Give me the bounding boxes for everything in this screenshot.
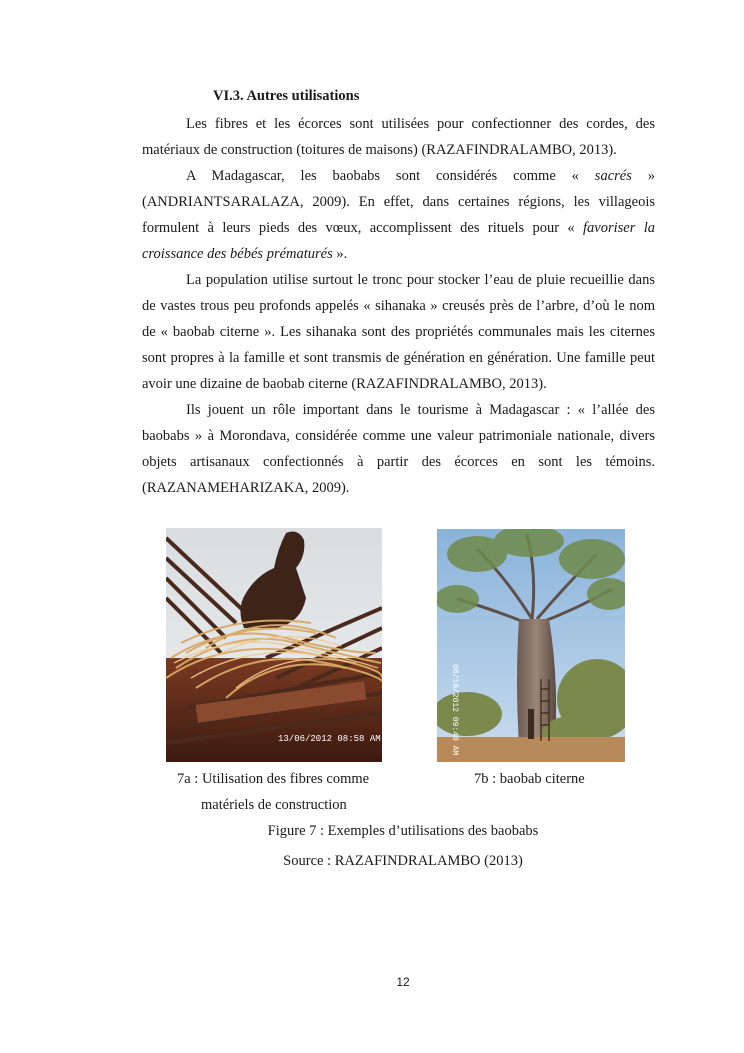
- body-text: [142, 111, 655, 501]
- photo-fibres-roofing-image: [166, 528, 382, 762]
- caption-7b: 7b : baobab citerne: [474, 771, 585, 787]
- caption-7a-line2: matériels de construction: [201, 797, 347, 813]
- figure-title: Figure 7 : Exemples d’utilisations des baobabs: [267, 823, 539, 839]
- paragraph-sacred-text-2: » (ANDRIANTSARALAZA, 2009). En effet, dans certaines régions, les villageois formulent à leurs pieds des vœux, accomplissent des rituels pour «: [142, 168, 655, 236]
- paragraph-sacred-italic-2: favoriser la croissance des bébés prématurés: [142, 220, 655, 262]
- paragraph-tourism: Ils jouent un rôle important dans le tourisme à Madagascar : « l’allée des baobabs » à Morondava, considérée comme une valeur patrimoniale nationale, divers objets artisanaux confectionnés à partir des écorces en sont les témoins. (RAZANAMEHARIZAKA, 2009).: [142, 402, 655, 496]
- paragraph-cistern: La population utilise surtout le tronc pour stocker l’eau de pluie recueillie dans de vastes trous peu profonds appelés « sihanaka » creusés près de l’arbre, d’où le nom de « baobab citerne ». Les sihanaka sont des propriétés communales mais les citernes sont propres à la famille et sont transmis de génération en génération. Une famille peut avoir une dizaine de baobab citerne (RAZAFINDRALAMBO, 2013).: [142, 272, 655, 392]
- paragraph-sacred-text-1: A Madagascar, les baobabs sont considérés comme «: [186, 168, 595, 184]
- photo-7b-timestamp: 08/10/2012 09:40 AM: [450, 664, 459, 756]
- photo-baobab-cistern: [437, 529, 625, 762]
- paragraph-sacred: [142, 163, 655, 267]
- paragraph-sacred-text-3: ».: [332, 246, 348, 262]
- caption-7a-line1: 7a : Utilisation des fibres comme: [177, 771, 370, 787]
- photo-fibres-roofing: [166, 528, 382, 762]
- photo-7a-timestamp: 13/06/2012 08:58 AM: [278, 734, 381, 744]
- page-number: 12: [396, 975, 410, 989]
- paragraph-fibres: Les fibres et les écorces sont utilisées pour confectionner des cordes, des matériaux de construction (toitures de maisons) (RAZAFINDRALAMBO, 2013).: [142, 116, 655, 158]
- figure-source: Source : RAZAFINDRALAMBO (2013): [283, 853, 523, 869]
- photo-baobab-cistern-image: [437, 529, 625, 762]
- paragraph-sacred-italic-1: sacrés: [594, 168, 632, 184]
- section-heading: VI.3. Autres utilisations: [213, 88, 360, 104]
